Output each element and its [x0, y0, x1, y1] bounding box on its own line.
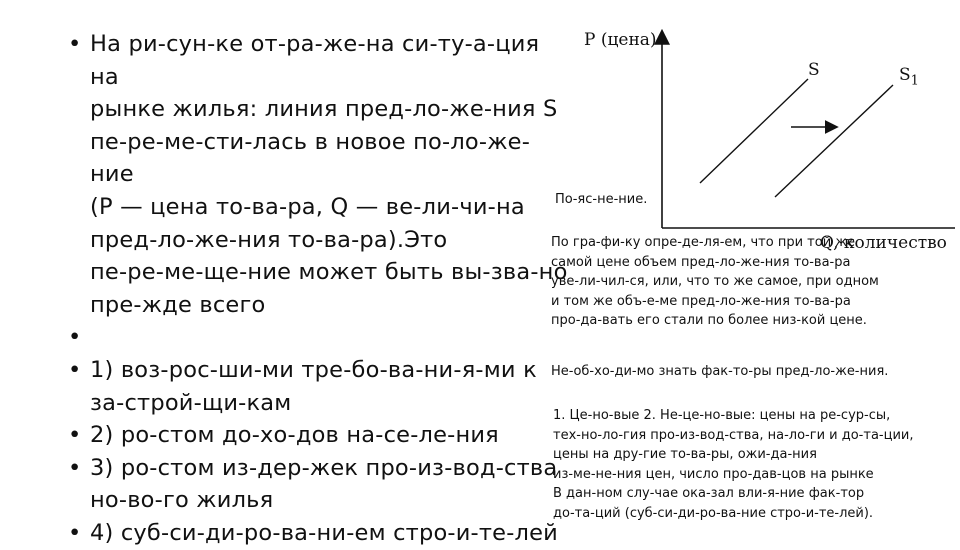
bullet-line: • На ри-сун-ке от-ра-же-на си-ту-а-ция на — [90, 31, 540, 90]
bullet-item — [68, 517, 568, 550]
explanation-paragraph-2 — [551, 362, 888, 382]
bullet-item — [68, 419, 568, 452]
explanation-line: до-та-ций (суб-си-ди-ро-ва-ние стро-и-те-лей). — [553, 505, 874, 521]
bullet-line: пред-ло-же-ния то-ва-ра).Это — [90, 226, 448, 253]
bullet-line: за-строй-щи-кам — [90, 389, 292, 416]
bullet-line: пе-ре-ме-ще-ние может быть вы-зва-но — [90, 259, 568, 286]
bullet-line: пре-жде всего — [90, 291, 266, 318]
bullet-line: • 2) ро-стом до-хо-дов на-се-ле-ния — [90, 422, 499, 449]
bullet-line: рынке жилья: линия пред-ло-же-ния S — [90, 96, 558, 123]
explanation-line: из-ме-не-ния цен, число про-дав-цов на рынке — [553, 466, 874, 482]
curve-s1-label — [899, 65, 919, 88]
curve-s-label: S — [808, 60, 820, 80]
explanation-title: По-яс-не-ние. — [555, 192, 648, 207]
explanation-paragraph-3 — [553, 406, 913, 523]
x-axis-label: Q, количество — [820, 233, 947, 253]
explanation-line: про-да-вать его стали по более низ-кой цене. — [551, 313, 867, 328]
explanation-line: Не-об-хо-ди-мо знать фак-то-ры пред-ло-же-ния. — [551, 364, 889, 379]
bullet-line: • 1) воз-рос-ши-ми тре-бо-ва-ни-я-ми к — [90, 356, 537, 383]
curve-s1-subscript: 1 — [910, 73, 919, 89]
explanation-line: тех-но-ло-гия про-из-вод-ства, на-ло-ги и до-та-ции, — [553, 427, 914, 443]
explanation-line: В дан-ном слу-чае ока-зал вли-я-ние фак-тор — [553, 486, 865, 501]
y-axis-label: P (цена) — [584, 30, 657, 50]
explanation-paragraph-1 — [551, 233, 879, 331]
explanation-line: цены на дру-гие то-ва-ры, ожи-да-ния — [553, 447, 817, 462]
bullet-item — [68, 28, 568, 321]
explanation-line: и том же объ-е-ме пред-ло-же-ния то-ва-ра — [551, 293, 851, 309]
explanation-line: самой цене объем пред-ло-же-ния то-ва-ра — [551, 254, 851, 270]
bullet-item — [68, 452, 568, 517]
bullet-list — [68, 28, 568, 550]
supply-curve-s1 — [775, 85, 893, 197]
bullet-line: • 4) суб-си-ди-ро-ва-ни-ем стро-и-те-лей — [90, 519, 558, 546]
supply-curve-s — [700, 79, 808, 183]
bullet-item — [68, 321, 568, 354]
bullet-item — [68, 354, 568, 419]
explanation-line: 1. Це-но-вые 2. Не-це-но-вые: цены на ре-сур-сы, — [553, 408, 891, 423]
bullet-line: пе-ре-ме-сти-лась в новое по-ло-же-ние — [90, 128, 531, 188]
explanation-line: уве-ли-чил-ся, или, что то же самое, при одном — [551, 274, 879, 289]
explanation-line: По гра-фи-ку опре-де-ля-ем, что при той же — [551, 235, 855, 250]
curve-s1-letter: S — [899, 65, 911, 85]
bullet-line: (P — цена то-ва-ра, Q — ве-ли-чи-на — [90, 193, 525, 220]
bullet-line: но-во-го жилья — [90, 487, 274, 514]
bullet-line: • 3) ро-стом из-дер-жек про-из-вод-ства — [90, 454, 558, 481]
